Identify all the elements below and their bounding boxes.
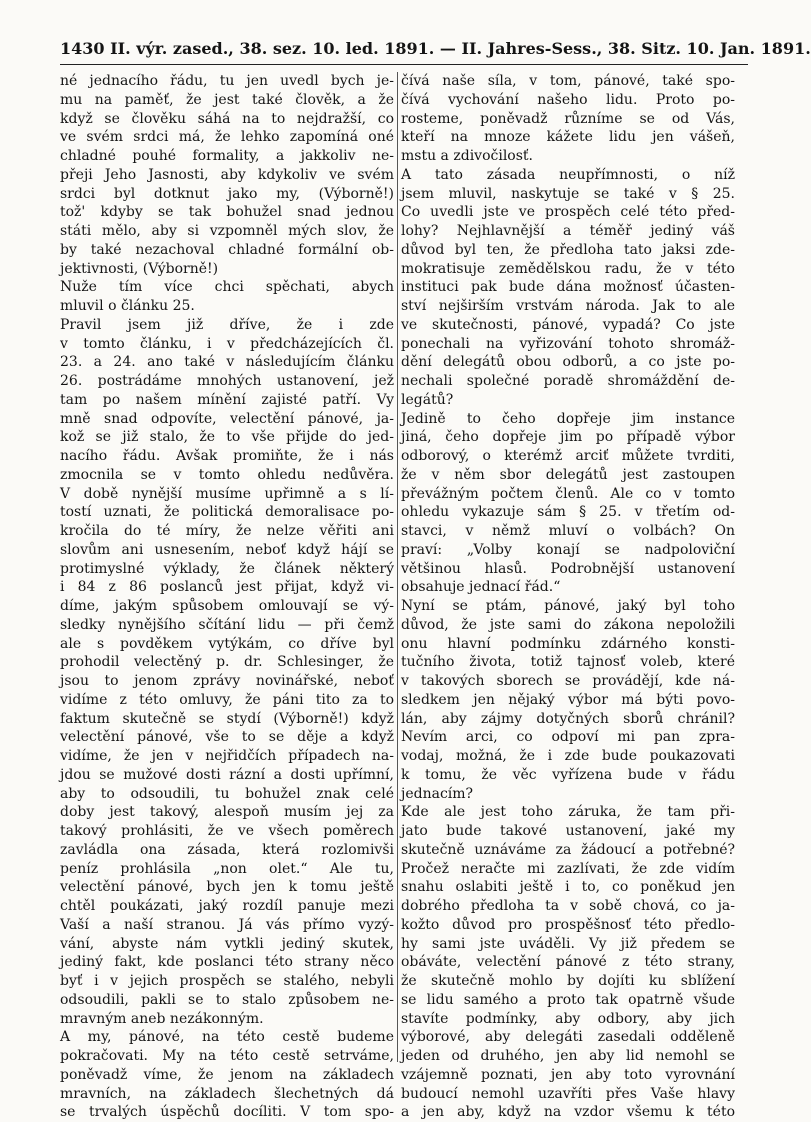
text-line: Nyní se ptám, pánové, jaký byl toho (401, 598, 735, 614)
text-line: legátů? (401, 391, 454, 408)
text-line: přeji Jeho Jasnosti, aby kdykoliv ve svém (60, 166, 394, 183)
text-line: kož se již stalo, že to vše přijde do jed- (60, 429, 394, 446)
text-line: budoucí nemohl uzavříti přes Vaše hlavy (401, 1085, 735, 1102)
text-line: mstu a zdivočilosť. (401, 148, 533, 164)
text-line: sledkem jen nějaký výbor má býti povo- (401, 691, 735, 708)
text-line: mluvil o článku 25. (60, 298, 195, 314)
text-line: ve skutečnosti, pánové, vypadá? Co jste (401, 316, 735, 333)
text-line: vodaj, možná, že i zde bude poukazovati (401, 748, 735, 764)
text-line: jediný fakt, kde poslanci této strany něco (60, 954, 394, 971)
text-line: aby to odsoudili, tu bohužel znak celé (60, 785, 394, 802)
text-line: ve svém srdci má, že lehko zapomíná oné (60, 129, 394, 146)
text-line: stavíte podmínky, aby odbory, aby jich (401, 1010, 735, 1027)
text-line: odborový, o kterémž arciť můžete tvrditi, (401, 448, 735, 464)
text-line: ohledu vykazuje sám § 25. v třetím od- (401, 504, 735, 521)
text-line: tostí uznati, že politická demoralisace po- (60, 504, 394, 521)
text-line: ství nejširším vrstvám národa. Jak to ale (401, 298, 735, 314)
text-line: poněvadž víme, že jenom na základech (60, 1066, 394, 1083)
text-line: kročila do té míry, že nelze věřiti ani (60, 523, 394, 539)
text-line: že v něm sbor delegátů jest zastoupen (401, 466, 735, 483)
text-line: velectění pánové, bych jen k tomu ještě (60, 879, 394, 896)
text-line: peníz prohlásila „non olet.“ Ale tu, (60, 860, 394, 877)
text-line: Co uvedli jste ve prospěch celé této před- (401, 204, 735, 221)
text-line: ale s povděkem vytýkám, co dříve byl (60, 635, 394, 652)
right-column (401, 72, 735, 1121)
text-line: obsahuje jednací řád.“ (401, 579, 561, 596)
text-line: V době nynější musíme upřimně a s lí- (60, 485, 394, 502)
text-line: mravným aneb nezákonným. (60, 1010, 264, 1027)
text-line: jednacím? (401, 785, 474, 802)
text-line: státi mělo, aby si vzpomněl mých slov, že (60, 223, 394, 239)
text-line: faktum skutečně se stydí (Výborně!) když (60, 710, 394, 727)
column-divider (397, 72, 398, 1062)
text-line: 26. postrádáme mnohých ustanovení, jež (60, 373, 394, 389)
text-line: vzájemně poznati, jen aby toto vyrovnání (401, 1066, 735, 1083)
text-line: důvod byl ten, že předloha tato jaksi zde- (401, 241, 735, 258)
text-line: lohy? Nejhlavnější a téměř jediný váš (401, 223, 735, 239)
text-line: tučního života, totiž tajnosť voleb, které (401, 654, 735, 671)
text-line: zmocnila se v tomto ohledu nedůvěra. (60, 466, 394, 483)
text-line: jeden od druhého, jen aby lid nemohl se (401, 1048, 735, 1064)
text-line: sledky nynějšího sčítání lidu — při čemž (60, 616, 394, 633)
text-line: Jedině to čeho dopřeje jim instance (401, 410, 735, 427)
text-line: Pravil jsem již dříve, že i zde (60, 316, 394, 333)
text-line: k tomu, že věc vyřízena bude v řádu (401, 766, 735, 783)
text-line: né jednacího řádu, tu jen uvedl bych je- (60, 73, 394, 89)
text-line: jsou to jenom zprávy novinářské, neboť (60, 673, 394, 689)
text-line: doby jest takový, alespoň musím jej za (60, 804, 394, 821)
text-line: Pročež neračte mi zazlívati, že zde vidím (401, 860, 735, 877)
text-line: 23. a 24. ano také v následujícím článku (60, 354, 394, 371)
text-line: jdou se mužové dosti rázní a dosti upřímní, (60, 766, 394, 783)
text-line: jiná, čeho dopřeje jim po případě výbor (401, 429, 735, 446)
text-line: praví: „Volby konají se nadpoloviční (401, 541, 735, 558)
text-line: když se člověku sáhá na to nejdražší, co (60, 110, 394, 127)
left-column (60, 72, 394, 1121)
text-line: vidíme, že jen v nejřidčích případech na- (60, 748, 394, 764)
text-line: vání, abyste nám vytkli jediný skutek, (60, 935, 394, 952)
text-line: zavládla ona zásada, která rozlomivši (60, 841, 394, 858)
text-line: Nuže tím více chci spěchati, abych (60, 279, 394, 296)
text-line: nacího řádu. Avšak promiňte, že i nás (60, 448, 394, 464)
text-line: velectění pánové, vše to se děje a když (60, 729, 394, 746)
text-line: jato bude takové ustanovení, jaké my (401, 823, 735, 839)
text-line: onu hlavní podmínku zdárného konsti- (401, 635, 735, 652)
text-line: pokračovati. My na této cestě setrváme, (60, 1048, 394, 1064)
text-line: hy sami jste uváděli. Vy již předem se (401, 935, 735, 952)
text-line: jsem mluvil, naskytuje se také v § 25. (401, 185, 735, 202)
text-line: Nevím arci, co odpoví mi pan zpra- (401, 729, 735, 746)
text-line: dobrého předloha ta v sobě chová, co ja- (401, 898, 735, 914)
text-line: tož' kdyby se tak bohužel snad jednou (60, 204, 394, 221)
text-line: nechali společné poradě shromáždění de- (401, 373, 735, 389)
text-line: A my, pánové, na této cestě budeme (60, 1029, 394, 1046)
text-line: výborové, aby delegáti zasedali odděleně (401, 1029, 735, 1046)
text-line: obáváte, velectění pánové z této strany, (401, 954, 735, 971)
text-line: dění delegátů obou odborů, a co jste po- (401, 354, 735, 371)
text-line: snahu oslabiti ještě i to, co poněkud jen (401, 879, 735, 896)
text-line: chladné pouhé formality, a jakkoliv ne- (60, 148, 394, 164)
text-line: rosteme, poněvadž různíme se od Vás, (401, 110, 735, 127)
text-line: důvod, že jste sami do zákona nepoložili (401, 616, 735, 633)
text-line: slovům ani usnesením, neboť když hájí se (60, 541, 394, 558)
text-line: skutečně uznáváme za žádoucí a potřebné? (401, 841, 735, 858)
text-line: kožto důvod pro prospěšnosť této předlo- (401, 916, 735, 933)
text-line: instituci pak bude dána možnosť účasten- (401, 279, 735, 296)
text-line: odsoudili, pakli se to stalo způsobem ne- (60, 991, 394, 1008)
text-line: protimyslné výklady, že článek některý (60, 560, 394, 577)
header-rule (60, 64, 748, 65)
text-line: mu na paměť, že jest také člověk, a že (60, 91, 394, 108)
text-line: v takových sborech se provádějí, kde ná- (401, 673, 735, 689)
text-line: jektivnosti, (Výborně!) (60, 260, 219, 277)
text-line: i 84 z 86 poslanců jest přijat, když vi- (60, 579, 394, 596)
text-line: chtěl poukázati, jaký rozdíl panuje mezi (60, 898, 394, 914)
text-line: takový prohlásiti, že ve všech poměrech (60, 823, 394, 839)
text-line: a jen aby, když na vzdor všemu k této (401, 1104, 735, 1121)
text-line: převážným počtem členů. Ale co v tomto (401, 485, 735, 502)
text-line: se lidu samého a proto tak opatrně všude (401, 991, 735, 1008)
text-line: že skutečně mohlo by dojíti ku sblížení (401, 973, 735, 989)
text-line: čívá vychování našeho lidu. Proto po- (401, 91, 735, 108)
text-line: by také nezachoval chladné formální ob- (60, 241, 394, 258)
text-line: se trvalých úspěchů docíliti. V tom spo- (60, 1104, 394, 1121)
text-line: prohodil velectěný p. dr. Schlesinger, že (60, 654, 394, 671)
text-line: mokratisuje zemědělskou radu, že v této (401, 260, 735, 277)
text-line: díme, jakým spůsobem omlouvají se vý- (60, 598, 394, 614)
running-header: 1430 II. výr. zased., 38. sez. 10. led. 1891. — II. Jahres-Sess., 38. Sitz. 10. Jan. 1891. (60, 39, 811, 58)
text-line: mně snad odpovíte, velectění pánové, ja- (60, 410, 394, 427)
text-line: vidíme z této omluvy, že páni tito za to (60, 691, 394, 708)
text-line: většinou hlasů. Podrobnější ustanovení (401, 560, 735, 577)
text-line: v tomto článku, i v předcházejících čl. (60, 335, 394, 352)
text-line: ponechali na vyřizování tohoto shromáž- (401, 335, 735, 352)
text-line: byť i v jejich prospěch se stalého, nebyli (60, 973, 394, 989)
text-line: lán, aby zájmy dotyčných sborů chránil? (401, 710, 735, 727)
text-line: stavci, v němž mluví o volbách? On (401, 523, 735, 539)
text-line: čívá naše síla, v tom, pánové, také spo- (401, 73, 735, 89)
text-line: mravních, na základech šlechetných dá (60, 1085, 394, 1102)
text-line: tam po našem mínění zajisté patří. Vy (60, 391, 394, 408)
text-line: kteří na mnoze kážete lidu jen vášeň, (401, 129, 735, 146)
text-line: Vaší a naší stranou. Já vás přímo vyzý- (60, 916, 394, 933)
text-line: Kde ale jest toho záruka, že tam při- (401, 804, 735, 821)
text-line: A tato zásada neupřímnosti, o níž (401, 166, 735, 183)
text-line: srdci byl dotknut jako my, (Výborně!) (60, 185, 394, 202)
